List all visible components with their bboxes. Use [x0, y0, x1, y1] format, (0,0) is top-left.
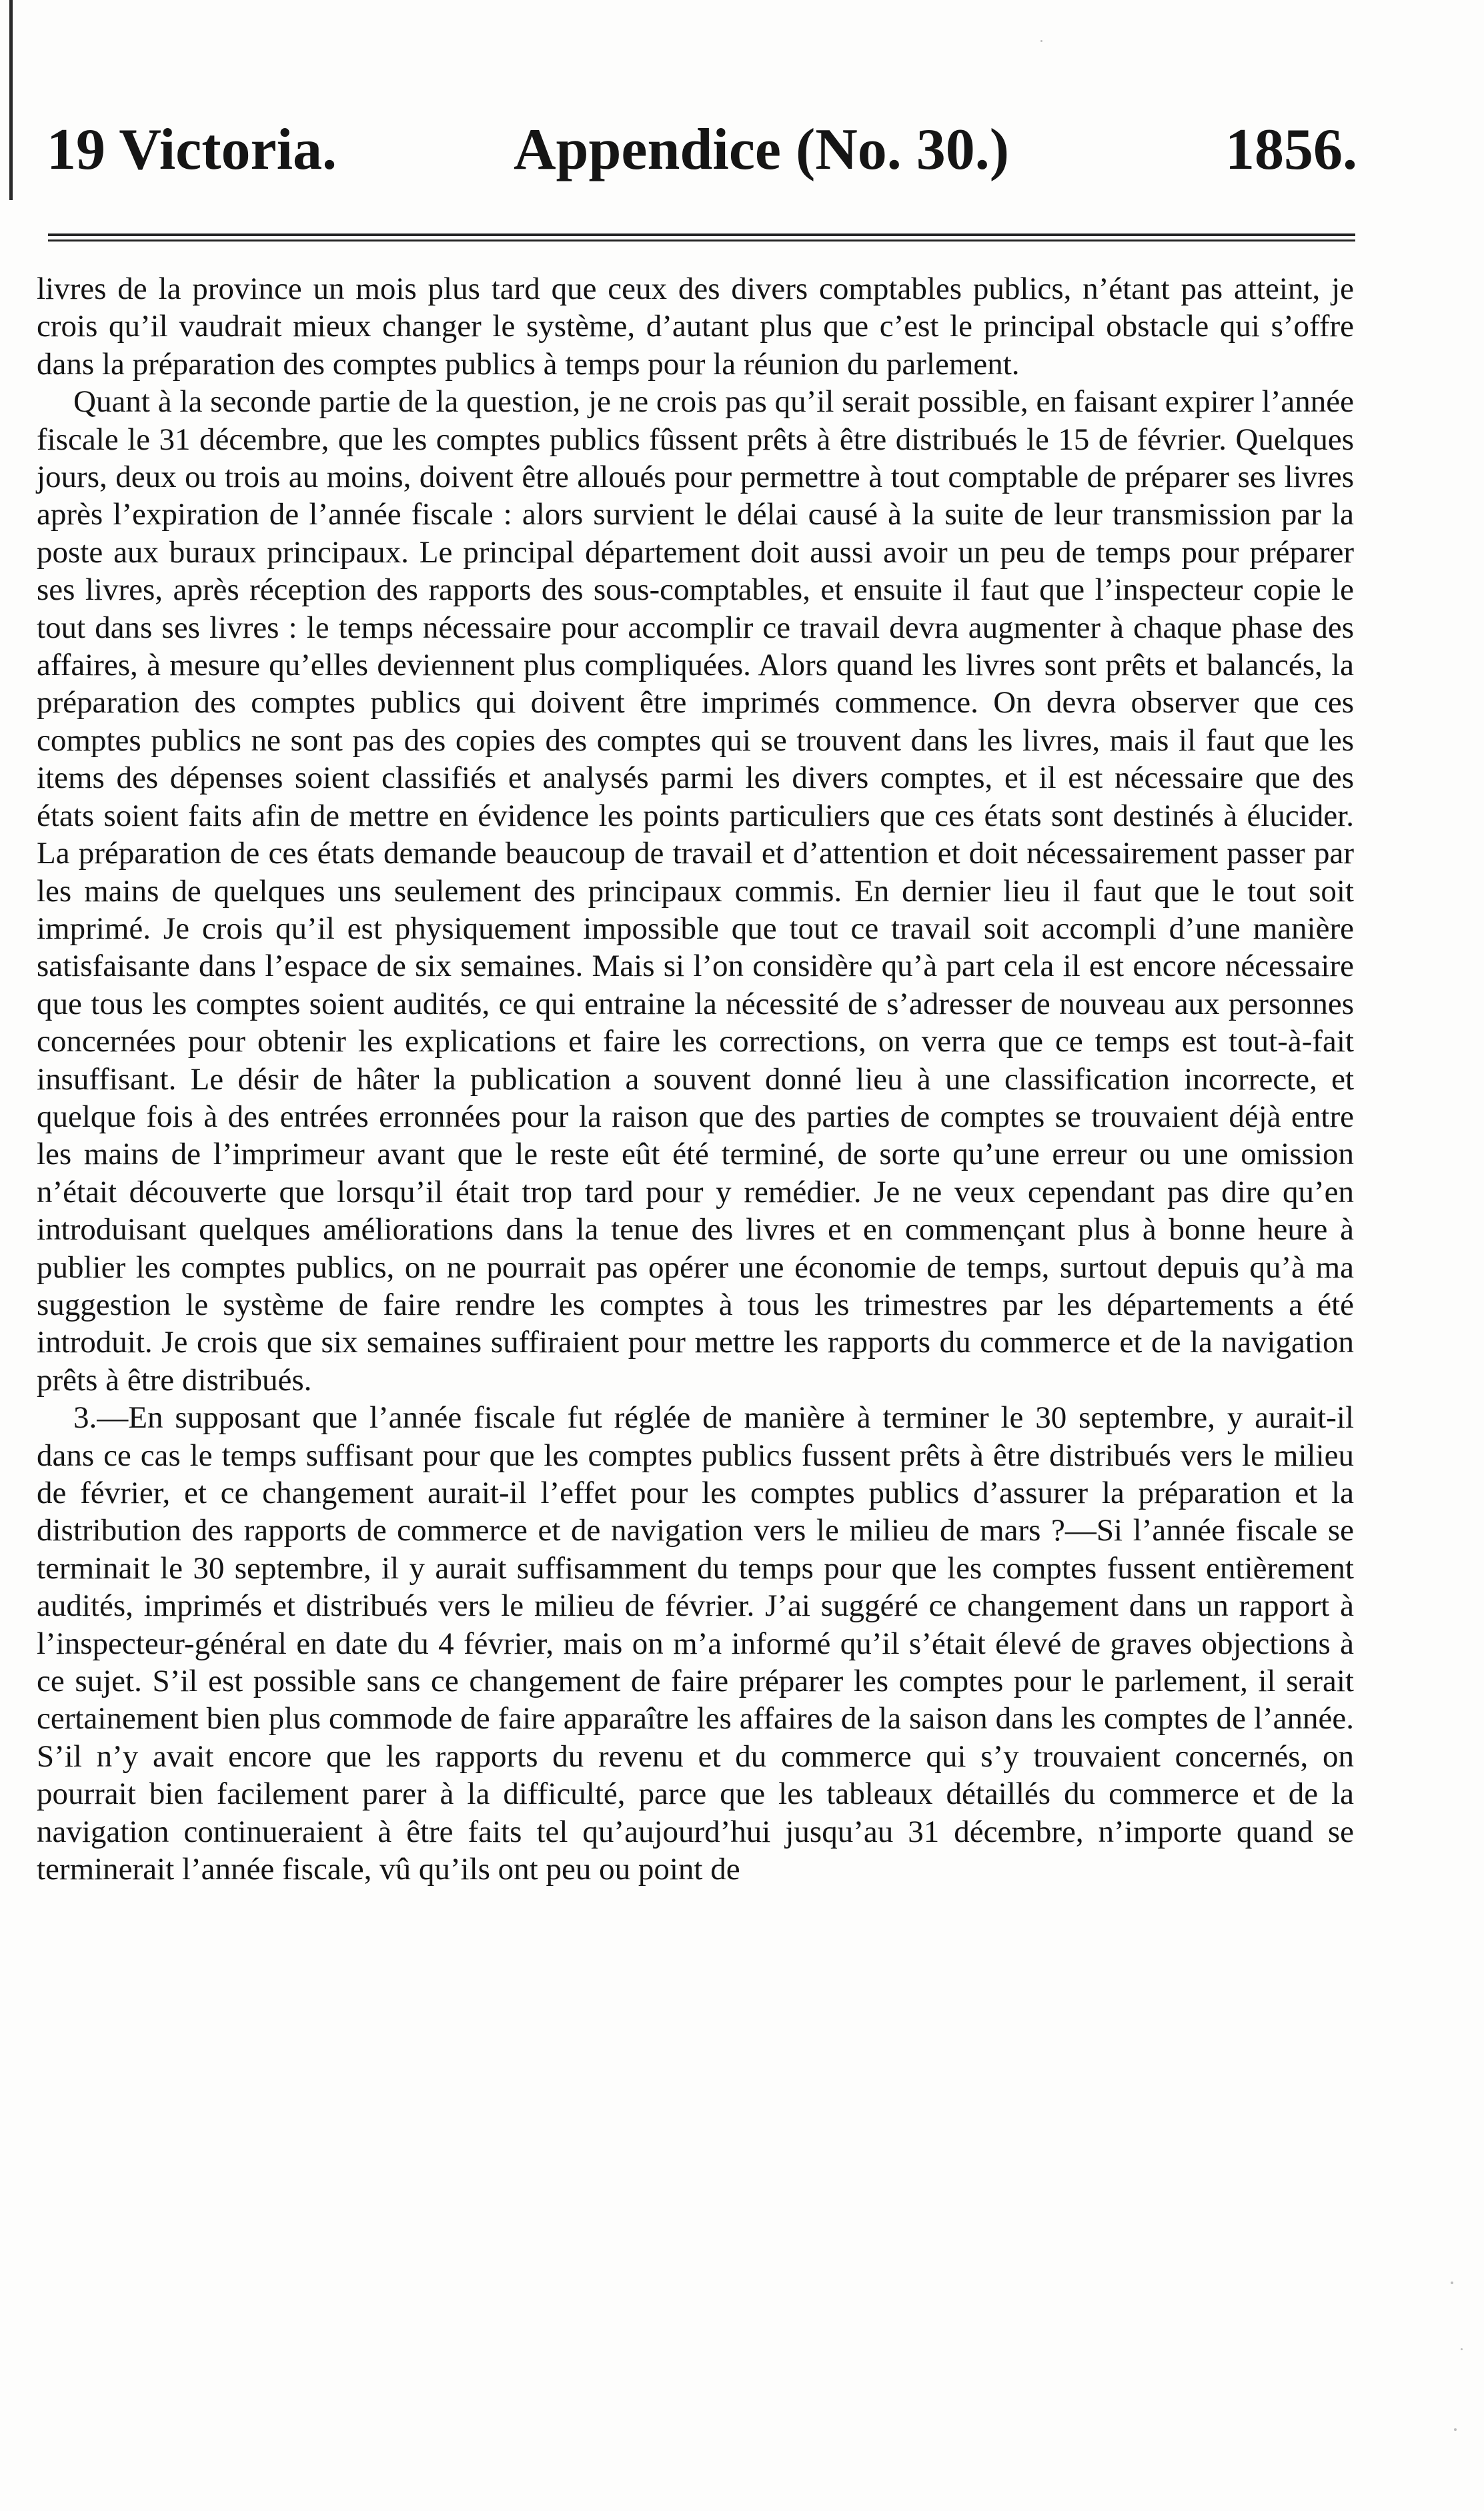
paragraph-second-part: Quant à la seconde partie de la question, je ne crois pas qu’il serait possible, en faisant expirer l’année fiscale le 31 décembre, que les comptes publics fûssent prêts à être distribués le 15 de février. Quelques jours, deux ou trois au moins, doivent être alloués pour permettre à tout comptable de préparer ses livres après l’expiration de l’année fiscale : alors survient le délai causé à la suite de leur transmission par la poste aux buraux principaux. Le principal département doit aussi avoir un peu de temps pour préparer ses livres, après réception des rapports des sous-comptables, et ensuite il faut que l’inspecteur copie le tout dans ses livres : le temps nécessaire pour accomplir ce travail devra augmenter à chaque phase des affaires, à mesure qu’elles deviennent plus compliquées. Alors quand les livres sont prêts et balancés, la préparation des comptes publics qui doivent être imprimés commence. On devra observer que ces comptes publics ne sont pas des copies des comptes qui se trouvent dans les livres, mais il faut que les items des dépenses soient classifiés et analysés parmi les divers comptes, et il est nécessaire que des états soient faits afin de mettre en évidence les points particuliers que ces états sont destinés à élucider. La préparation de ces états demande beaucoup de travail et d’attention et doit nécessairement passer par les mains de quelques uns seulement des principaux commis. En dernier lieu il faut que le tout soit imprimé. Je crois qu’il est physiquement impossible que tout ce travail soit accompli d’une manière satisfaisante dans l’espace de six semaines. Mais si l’on considère qu’à part cela il est encore nécessaire que tous les comptes soient audités, ce qui entraine la nécessité de s’adresser de nouveau aux personnes concernées pour obtenir les explications et faire les corrections, on verra que ce temps est tout-à-fait insuffisant. Le désir de hâter la publication a souvent donné lieu à une classification incorrecte, et quelque fois à des entrées erronnées pour la raison que des parties de comptes se trouvaient déjà entre les mains de l’imprimeur avant que le reste eût été terminé, de sorte qu’une erreur ou une omission n’était découverte que lorsqu’il était trop tard pour y remédier. Je ne veux cependant pas dire qu’en introduisant quelques améliorations dans la tenue des livres et en commençant plus à bonne heure à publier les comptes publics, on ne pourrait pas opérer une économie de temps, surtout depuis qu’à ma suggestion le système de faire rendre les comptes à tous les trimestres par les départements a été introduit. Je crois que six semaines suffiraient pour mettre les rapports du commerce et de la navigation prêts à être distribués.	[37, 384, 1354, 1398]
paragraph-continuation: livres de la province un mois plus tard que ceux des divers comptables publics, n’étant pas atteint, je crois qu’il vaudrait mieux changer le système, d’autant plus que c’est le principal obstacle qui s’offre dans la préparation des comptes publics à temps pour la réunion du parlement.	[37, 272, 1354, 382]
paper-speck	[1461, 2348, 1463, 2350]
body-text	[37, 270, 1354, 1888]
paper-speck	[1451, 2282, 1453, 2284]
page-edge-rule	[9, 0, 13, 200]
paragraph-question-3: 3.—En supposant que l’année fiscale fut réglée de manière à terminer le 30 septembre, y aurait-il dans ce cas le temps suffisant pour que les comptes publics fussent prêts à être distribués vers le milieu de février, et ce changement aurait-il l’effet pour les comptes publics d’assurer la préparation et la distribution des rapports de commerce et de navigation vers le milieu de mars ?—Si l’année fiscale se terminait le 30 septembre, il y aurait suffisamment du temps pour que les comptes fussent entièrement audités, imprimés et distribués vers le milieu de février. J’ai suggéré ce changement dans un rapport à l’inspecteur-général en date du 4 février, mais on m’a informé qu’il s’était élevé de graves objections à ce sujet. S’il est possible sans ce changement de faire préparer les comptes pour le parlement, il serait certainement bien plus commode de faire apparaître les affaires de la saison dans les comptes de l’année. S’il n’y avait encore que les rapports du revenu et du commerce qui s’y trouvaient concernés, on pourrait bien facilement parer à la difficulté, parce que les tableaux détaillés du commerce et de la navigation continueraient à être faits tel qu’aujourd’hui jusqu’au 31 décembre, n’importe quand se terminerait l’année fiscale, vû qu’ils ont peu ou point de	[37, 1400, 1354, 1887]
header-double-rule	[48, 233, 1355, 241]
header-year: 1856.	[1225, 117, 1357, 182]
header-appendix: Appendice (No. 30.)	[514, 117, 1010, 182]
running-header	[47, 110, 1357, 190]
paper-speck	[1040, 40, 1042, 42]
paper-speck	[1454, 2428, 1457, 2431]
header-session: 19 Victoria.	[47, 117, 337, 182]
